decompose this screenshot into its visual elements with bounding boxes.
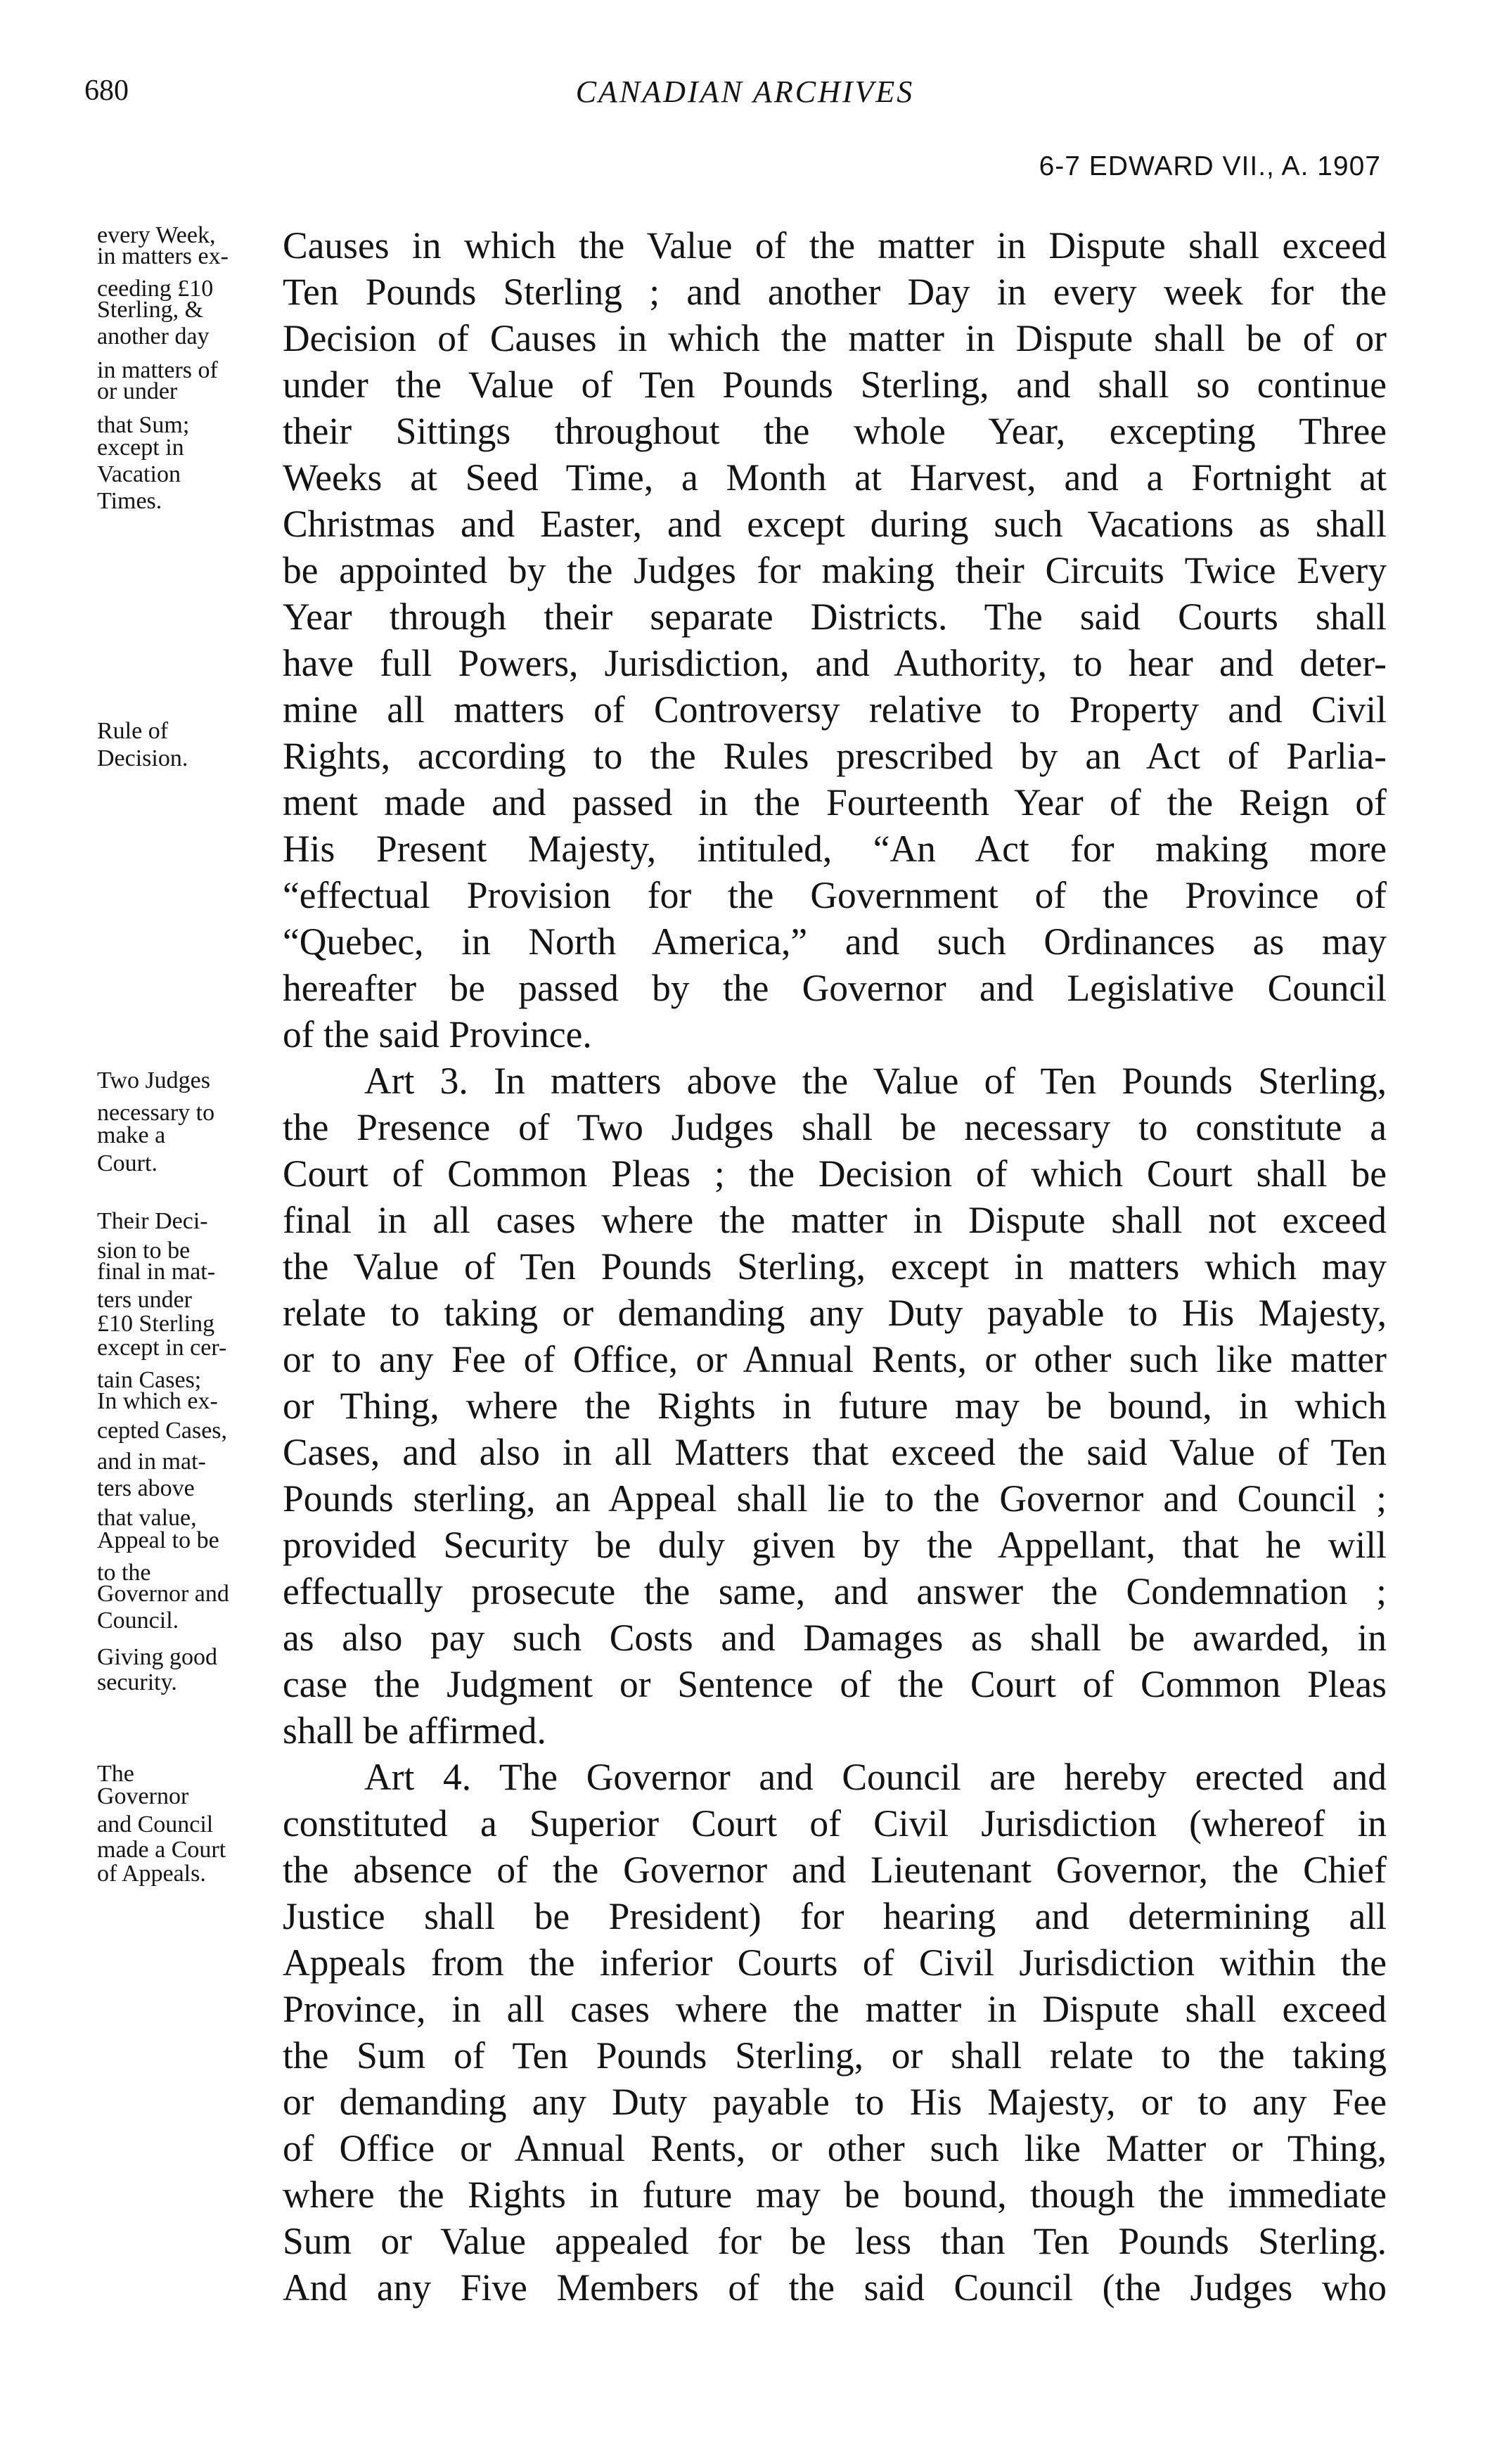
margin-note-line: Council. — [97, 1608, 179, 1634]
text-line: or Thing, where the Rights in future may be bound, in which — [283, 1385, 1387, 1427]
text-line: constituted a Superior Court of Civil Jurisdiction (whereof in — [283, 1802, 1387, 1844]
text-line: Pounds sterling, an Appeal shall lie to the Governor and Council ; — [283, 1477, 1387, 1520]
text-line: final in all cases where the matter in Dispute shall not exceed — [283, 1199, 1387, 1241]
text-line: Decision of Causes in which the matter in Dispute shall be of or — [283, 317, 1387, 359]
margin-note-line: The — [97, 1761, 134, 1787]
text-line: or demanding any Duty payable to His Majesty, or to any Fee — [283, 2081, 1387, 2123]
margin-note-line: necessary to — [97, 1100, 215, 1126]
text-line: Year through their separate Districts. The said Courts shall — [283, 596, 1387, 638]
text-line: case the Judgment or Sentence of the Court of Common Pleas — [283, 1663, 1387, 1705]
text-line: as also pay such Costs and Damages as shall be awarded, in — [283, 1617, 1387, 1659]
margin-note-line: and Council — [97, 1811, 214, 1837]
running-title: CANADIAN ARCHIVES — [575, 75, 915, 109]
text-line: under the Value of Ten Pounds Sterling, and shall so continue — [283, 364, 1387, 406]
margin-note-line: made a Court — [97, 1837, 226, 1863]
margin-note-line: ters above — [97, 1475, 195, 1501]
margin-note-line: cepted Cases, — [97, 1418, 228, 1444]
text-line: where the Rights in future may be bound, though the immediate — [283, 2174, 1387, 2216]
text-line: “Quebec, in North America,” and such Ordinances as may — [283, 920, 1387, 963]
text-line: Cases, and also in all Matters that exceed the said Value of Ten — [283, 1431, 1387, 1473]
text-line: or to any Fee of Office, or Annual Rents, or other such like matter — [283, 1338, 1387, 1380]
text-line: Justice shall be President) for hearing and determining all — [283, 1895, 1387, 1937]
text-line: of the said Province. — [283, 1013, 592, 1055]
text-line: Rights, according to the Rules prescribed by an Act of Parlia- — [283, 735, 1387, 777]
text-line: Court of Common Pleas ; the Decision of which Court shall be — [283, 1153, 1387, 1195]
text-line: Christmas and Easter, and except during such Vacations as shall — [283, 503, 1387, 545]
article-4-heading-line: Art 4. The Governor and Council are hereby erected and — [364, 1756, 1387, 1798]
text-line: Ten Pounds Sterling ; and another Day in every week for the — [283, 271, 1387, 313]
margin-note-line: that Sum; — [97, 412, 190, 438]
text-line: the absence of the Governor and Lieutenant Governor, the Chief — [283, 1849, 1387, 1891]
text-line: shall be affirmed. — [283, 1709, 546, 1752]
article-3-heading-line: Art 3. In matters above the Value of Ten Pounds Sterling, — [364, 1060, 1387, 1102]
margin-note-line: security. — [97, 1669, 177, 1695]
margin-note-line: Decision. — [97, 745, 188, 771]
text-line: hereafter be passed by the Governor and Legislative Council — [283, 967, 1387, 1009]
margin-note-line: in matters ex- — [97, 243, 229, 269]
margin-note-line: except in — [97, 435, 184, 461]
text-line: Weeks at Seed Time, a Month at Harvest, and a Fortnight at — [283, 456, 1387, 499]
margin-note-line: in matters of — [97, 357, 218, 383]
margin-note-line: In which ex- — [97, 1388, 218, 1414]
margin-note-line: Vacation — [97, 461, 181, 487]
margin-note-line: that value, — [97, 1505, 197, 1531]
margin-note-line: ters under — [97, 1287, 193, 1313]
margin-note-line: tain Cases; — [97, 1367, 202, 1393]
margin-note-line: another day — [97, 323, 210, 349]
text-line: the Presence of Two Judges shall be necessary to constitute a — [283, 1106, 1387, 1148]
margin-note-line: Appeal to be — [97, 1527, 219, 1553]
margin-note-line: Their Deci- — [97, 1208, 208, 1234]
text-line: And any Five Members of the said Council (the Judges who — [283, 2266, 1387, 2309]
text-line: Sum or Value appealed for be less than Ten Pounds Sterling. — [283, 2220, 1387, 2262]
margin-note-line: sion to be — [97, 1238, 191, 1264]
text-line: the Value of Ten Pounds Sterling, except in matters which may — [283, 1245, 1387, 1288]
text-line: their Sittings throughout the whole Year, excepting Three — [283, 410, 1387, 452]
margin-note-line: make a — [97, 1122, 166, 1148]
text-line: provided Security be duly given by the Appellant, that he will — [283, 1524, 1387, 1566]
text-line: Appeals from the inferior Courts of Civil Jurisdiction within the — [283, 1942, 1387, 1984]
text-line: His Present Majesty, intituled, “An Act for making more — [283, 828, 1387, 870]
text-line: have full Powers, Jurisdiction, and Authority, to hear and deter- — [283, 642, 1387, 684]
text-line: ment made and passed in the Fourteenth Year of the Reign of — [283, 781, 1387, 823]
text-line: mine all matters of Controversy relative to Property and Civil — [283, 688, 1387, 731]
margin-note-line: final in mat- — [97, 1259, 216, 1285]
margin-note-line: Court. — [97, 1150, 158, 1176]
margin-note-line: or under — [97, 378, 178, 404]
page-number: 680 — [84, 75, 129, 107]
margin-note-line: Times. — [97, 488, 162, 514]
text-line: effectually prosecute the same, and answer the Condemnation ; — [283, 1570, 1387, 1612]
margin-note-line: Governor and — [97, 1581, 229, 1607]
text-line: Province, in all cases where the matter in Dispute shall exceed — [283, 1988, 1387, 2030]
margin-note-line: every Week, — [97, 222, 216, 248]
margin-note-line: Two Judges — [97, 1067, 211, 1093]
margin-note-line: Rule of — [97, 718, 169, 744]
text-line: of Office or Annual Rents, or other such like Matter or Thing, — [283, 2127, 1387, 2169]
margin-note-line: and in mat- — [97, 1449, 206, 1475]
text-line: the Sum of Ten Pounds Sterling, or shall relate to the taking — [283, 2034, 1387, 2077]
session-reference: 6-7 EDWARD VII., A. 1907 — [1039, 151, 1381, 181]
margin-note-line: Giving good — [97, 1644, 217, 1670]
margin-note-line: ceeding £10 — [97, 276, 214, 302]
text-line: relate to taking or demanding any Duty payable to His Majesty, — [283, 1292, 1387, 1334]
margin-note-line: Sterling, & — [97, 297, 204, 323]
margin-note-line: of Appeals. — [97, 1861, 206, 1887]
text-line: Causes in which the Value of the matter in Dispute shall exceed — [283, 224, 1387, 267]
margin-note-line: except in cer- — [97, 1335, 227, 1361]
margin-note-line: £10 Sterling — [97, 1311, 215, 1337]
text-line: be appointed by the Judges for making their Circuits Twice Every — [283, 549, 1387, 591]
text-line: “effectual Provision for the Government of the Province of — [283, 874, 1387, 916]
margin-note-line: Governor — [97, 1783, 189, 1809]
margin-note-line: to the — [97, 1560, 151, 1586]
